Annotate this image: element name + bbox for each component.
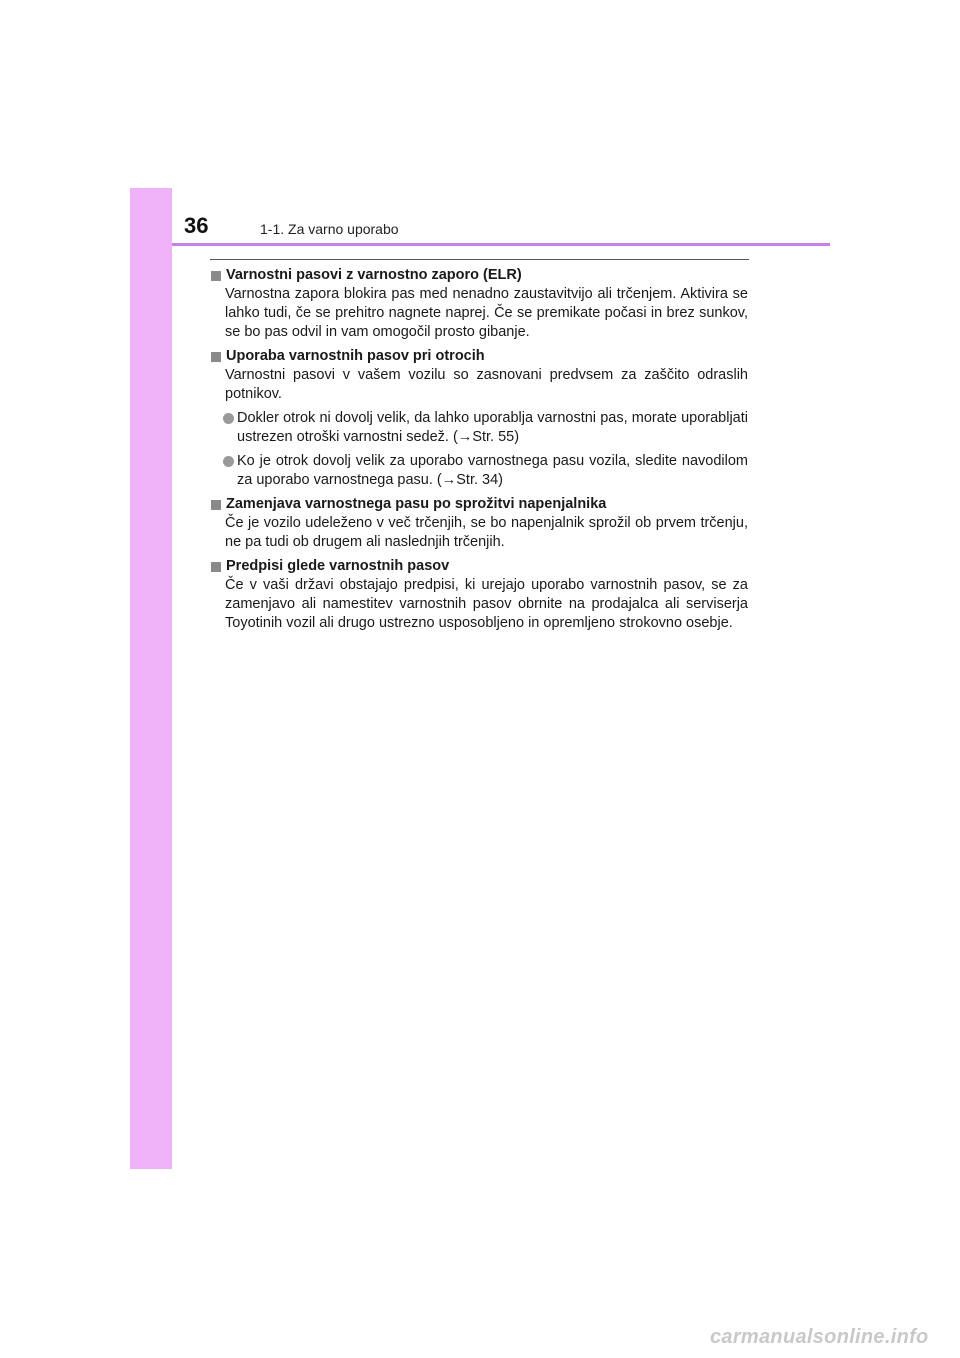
section-pretensioner xyxy=(210,495,748,552)
section-paragraph: Varnostna zapora blokira pas med nenadno zaustavitvijo ali trčenjem. Aktivira se lahko tudi, če se prehitro nagnete naprej. Če se premikate počasi in brez sunkov, se bo pas odvil in vam omogočil prosto gibanje. xyxy=(225,286,748,340)
section-heading-text: Zamenjava varnostnega pasu po sprožitvi napenjalnika xyxy=(226,496,607,512)
section-paragraph: Če je vozilo udeleženo v več trčenjih, se bo napenjalnik sprožil ob prvem trčenju, ne pa tudi ob drugem ali naslednjih trčenjih. xyxy=(225,515,748,550)
chapter-side-band xyxy=(130,188,172,1169)
list-item-text: Ko je otrok dovolj velik za uporabo varnostnega pasu vozila, sledite navodilom za uporabo varnostnega pasu. (→Str. 34) xyxy=(237,453,748,488)
section-regulations xyxy=(210,557,748,633)
square-bullet-icon xyxy=(211,352,221,362)
section-paragraph: Če v vaši državi obstajajo predpisi, ki urejajo uporabo varnostnih pasov, se za zamenjavo ali namestitev varnostnih pasov obrnite na prodajalca ali serviserja Toyotinih vozil ali drugo ustrezno usposobljeno in opremljeno strokovno osebje. xyxy=(225,577,748,631)
square-bullet-icon xyxy=(211,562,221,572)
circle-bullet-icon xyxy=(223,456,234,467)
content-top-rule xyxy=(210,259,749,260)
page-content xyxy=(210,266,748,638)
section-children xyxy=(210,347,748,490)
square-bullet-icon xyxy=(211,500,221,510)
watermark: carmanualsonline.info xyxy=(710,1326,929,1348)
list-item-text: Dokler otrok ni dovolj velik, da lahko uporablja varnostni pas, morate uporabljati ustrezen otroški varnostni sedež. (→Str. 55) xyxy=(237,410,748,445)
section-heading-text: Uporaba varnostnih pasov pri otrocih xyxy=(226,348,485,364)
section-heading xyxy=(210,495,748,514)
section-heading xyxy=(210,347,748,366)
section-heading xyxy=(210,557,748,576)
section-heading-text: Predpisi glede varnostnih pasov xyxy=(226,558,450,574)
section-elr xyxy=(210,266,748,342)
header-divider xyxy=(172,243,830,246)
circle-bullet-icon xyxy=(223,413,234,424)
page-number: 36 xyxy=(184,213,209,238)
list-item xyxy=(210,452,748,490)
section-title: 1-1. Za varno uporabo xyxy=(260,221,399,237)
section-heading xyxy=(210,266,748,285)
section-paragraph: Varnostni pasovi v vašem vozilu so zasnovani predvsem za zaščito odraslih potnikov. xyxy=(225,367,748,402)
square-bullet-icon xyxy=(211,271,221,281)
section-heading-text: Varnostni pasovi z varnostno zaporo (ELR) xyxy=(226,267,522,283)
list-item xyxy=(210,409,748,447)
